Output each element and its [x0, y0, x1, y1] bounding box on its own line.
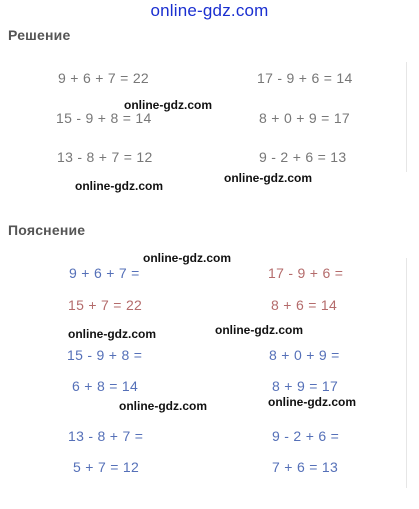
watermark: online-gdz.com [119, 399, 207, 413]
solution-equation-right-1: 17 - 9 + 6 = 14 [257, 70, 353, 86]
solution-equation-left-1: 9 + 6 + 7 = 22 [58, 70, 149, 86]
explanation-equation-left-1: 9 + 6 + 7 = [69, 265, 140, 281]
watermark: online-gdz.com [124, 98, 212, 112]
solution-equation-right-3: 9 - 2 + 6 = 13 [259, 149, 347, 165]
watermark: online-gdz.com [75, 179, 163, 193]
faint-divider [406, 62, 407, 172]
explanation-title: Пояснение [8, 222, 86, 238]
solution-equation-left-3: 13 - 8 + 7 = 12 [57, 149, 153, 165]
watermark: online-gdz.com [224, 171, 312, 185]
explanation-equation-left-4: 6 + 8 = 14 [72, 378, 139, 394]
explanation-equation-right-5: 9 - 2 + 6 = [272, 428, 340, 444]
watermark: online-gdz.com [215, 323, 303, 337]
explanation-equation-right-3: 8 + 0 + 9 = [269, 347, 340, 363]
explanation-equation-left-6: 5 + 7 = 12 [73, 459, 140, 475]
watermark: online-gdz.com [268, 395, 356, 409]
faint-divider [406, 258, 407, 488]
explanation-equation-left-3: 15 - 9 + 8 = [67, 347, 143, 363]
watermark: online-gdz.com [143, 251, 231, 265]
solution-title: Решение [8, 27, 71, 43]
site-header-watermark: online-gdz.com [150, 1, 269, 20]
explanation-equation-right-4: 8 + 9 = 17 [272, 378, 339, 394]
explanation-equation-right-1: 17 - 9 + 6 = [268, 265, 344, 281]
explanation-equation-left-2: 15 + 7 = 22 [68, 297, 143, 313]
explanation-equation-right-6: 7 + 6 = 13 [272, 459, 339, 475]
explanation-equation-left-5: 13 - 8 + 7 = [68, 428, 144, 444]
solution-equation-left-2: 15 - 9 + 8 = 14 [56, 110, 152, 126]
watermark: online-gdz.com [68, 327, 156, 341]
solution-equation-right-2: 8 + 0 + 9 = 17 [259, 110, 350, 126]
explanation-equation-right-2: 8 + 6 = 14 [271, 297, 338, 313]
